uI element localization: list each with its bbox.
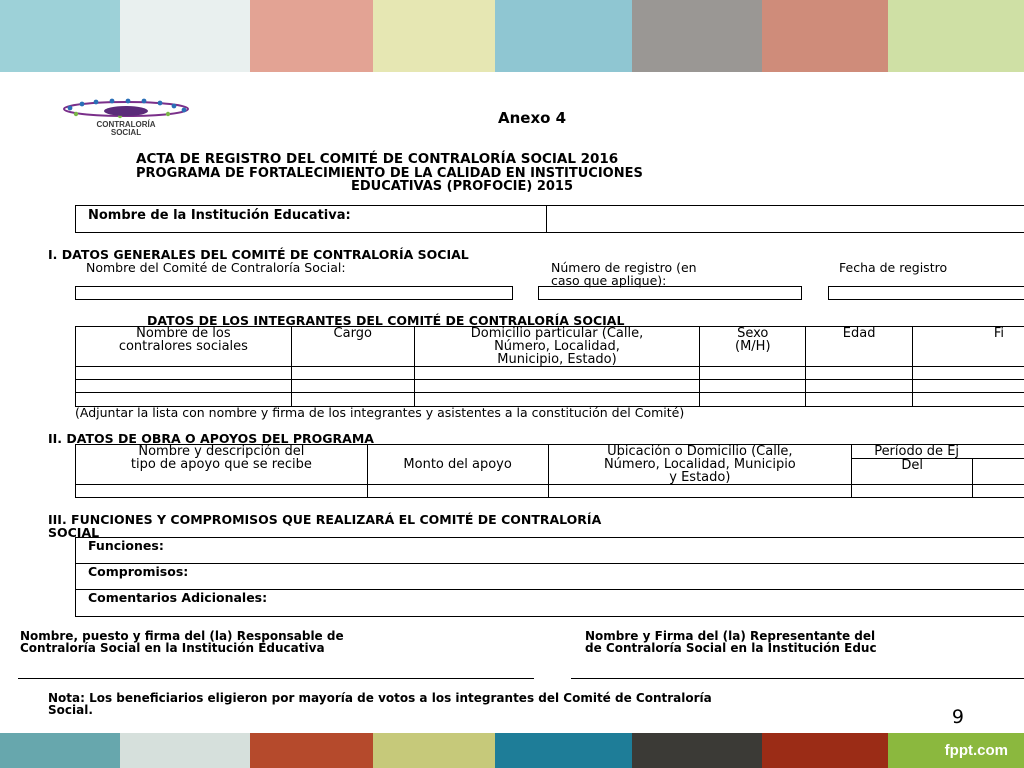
section-2-title: II. DATOS DE OBRA O APOYOS DEL PROGRAMA — [48, 431, 374, 446]
section-3-title-line1: III. FUNCIONES Y COMPROMISOS QUE REALIZARÁ EL COMITÉ DE CONTRALORÍA — [48, 512, 602, 527]
signature-left-line[interactable] — [18, 678, 534, 679]
institution-label: Nombre de la Institución Educativa: — [88, 208, 351, 223]
signature-left-label-line2: Contraloría Social en la Institución Educativa — [20, 641, 325, 655]
col-header-sex: Sexo (M/H) — [700, 327, 806, 367]
table-row — [76, 380, 1024, 393]
col-header-support-name: Nombre y descripción del tipo de apoyo que se recibe — [76, 445, 368, 485]
col-header-amount: Monto del apoyo — [367, 445, 548, 485]
committee-name-field[interactable] — [75, 286, 513, 300]
contraloria-social-logo — [56, 98, 196, 138]
support-header-row — [76, 445, 1024, 459]
signature-right-line[interactable] — [571, 678, 1024, 679]
reg-date-label: Fecha de registro — [839, 260, 948, 275]
col-header-period-from: Del — [852, 459, 973, 485]
signature-left-label-line1: Nombre, puesto y firma del (la) Responsable de — [20, 629, 344, 643]
fppt-brand-text: fppt.com — [944, 742, 1008, 759]
committee-name-label: Nombre del Comité de Contraloría Social: — [86, 260, 346, 275]
col-header-name: Nombre de los contralores sociales — [76, 327, 292, 367]
table-row — [76, 367, 1024, 380]
beneficiaries-note-line2: Social. — [48, 703, 93, 717]
form-document — [0, 72, 1024, 733]
col-header-location: Ubicación o Domicilio (Calle, Número, Localidad, Municipio y Estado) — [548, 445, 852, 485]
annex-title: Anexo 4 — [498, 109, 567, 127]
signature-right-label-line2: de Contraloría Social en la Institución Educ — [585, 641, 877, 655]
table-row — [76, 485, 1024, 498]
col-header-cargo: Cargo — [291, 327, 414, 367]
members-title: DATOS DE LOS INTEGRANTES DEL COMITÉ DE CONTRALORÍA SOCIAL — [147, 313, 625, 328]
program-title-line1: PROGRAMA DE FORTALECIMIENTO DE LA CALIDAD EN INSTITUCIONES — [136, 166, 643, 181]
reg-number-label-line2: caso que aplique): — [551, 273, 667, 288]
svg-text:CONTRALORÍA: CONTRALORÍA — [96, 120, 156, 129]
col-header-period: Período de Ej — [852, 445, 1024, 459]
form-title: ACTA DE REGISTRO DEL COMITÉ DE CONTRALORÍA SOCIAL 2016 — [136, 151, 619, 167]
additional-comments-label: Comentarios Adicionales: — [88, 590, 268, 605]
program-title-line2: EDUCATIVAS (PROFOCIE) 2015 — [351, 179, 574, 194]
beneficiaries-note-line1: Nota: Los beneficiarios eligieron por mayoría de votos a los integrantes del Comité de Contraloría — [48, 691, 712, 705]
col-header-signature: Fi — [913, 327, 1024, 367]
section-1-title: I. DATOS GENERALES DEL COMITÉ DE CONTRALORÍA SOCIAL — [48, 247, 469, 262]
top-color-stripes — [0, 0, 1024, 72]
members-table — [75, 326, 1024, 407]
slide-number: 9 — [951, 706, 964, 728]
reg-number-field[interactable] — [538, 286, 802, 300]
bottom-color-stripes — [0, 733, 1024, 768]
commitments-label: Compromisos: — [88, 564, 189, 579]
reg-date-field[interactable] — [828, 286, 1024, 300]
section-3-title-line2: SOCIAL — [48, 525, 100, 540]
slide-content — [0, 72, 1024, 733]
col-header-period-to — [973, 459, 1024, 485]
institution-row — [75, 205, 1024, 233]
members-attachment-note: (Adjuntar la lista con nombre y firma de los integrantes y asistentes a la constitución del Comité) — [75, 405, 685, 420]
svg-text:SOCIAL: SOCIAL — [110, 128, 142, 137]
col-header-address: Domicilio particular (Calle, Número, Localidad, Municipio, Estado) — [414, 327, 700, 367]
reg-number-label-line1: Número de registro (en — [551, 260, 697, 275]
members-header-row — [76, 327, 1024, 367]
col-header-age: Edad — [806, 327, 913, 367]
program-support-table — [75, 444, 1024, 498]
signature-right-label-line1: Nombre y Firma del (la) Representante del — [585, 629, 876, 643]
institution-name-field[interactable] — [547, 206, 1024, 232]
functions-commitments-box — [75, 537, 1024, 617]
functions-label: Funciones: — [88, 538, 164, 553]
